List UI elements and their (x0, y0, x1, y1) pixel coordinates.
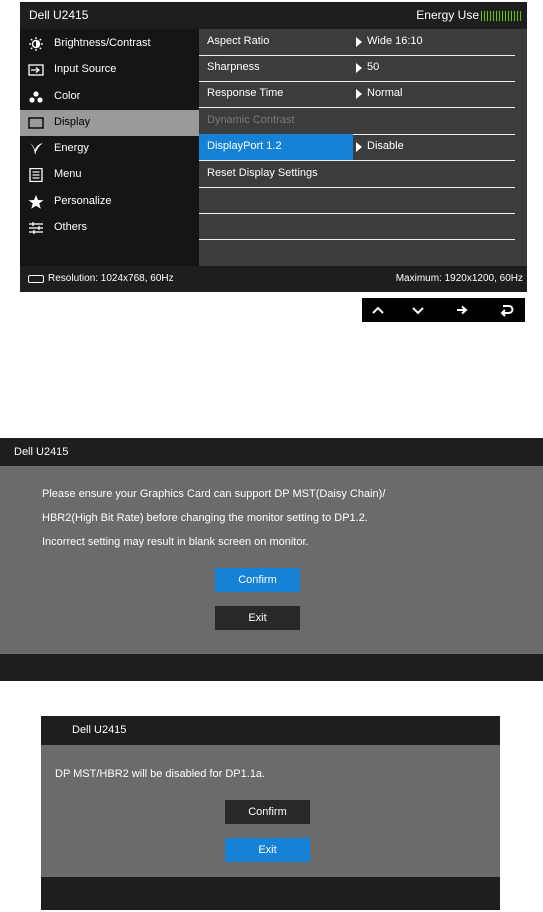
menu-item-label: Others (54, 221, 88, 233)
osd-title: Dell U2415 (29, 8, 89, 22)
menu-item-display[interactable] (20, 110, 199, 136)
menu-item-label: Brightness/Contrast (54, 37, 151, 49)
setting-sharpness[interactable] (199, 55, 515, 82)
menu-item-label: Input Source (54, 63, 117, 75)
exit-button[interactable]: Exit (215, 606, 300, 630)
dp12-warning-dialog (0, 438, 543, 681)
setting-name: DisplayPort 1.2 (207, 140, 282, 152)
setting-name: Aspect Ratio (207, 35, 270, 47)
setting-dynamic-contrast (199, 108, 515, 135)
menu-icon (28, 168, 44, 182)
energy-icon (28, 142, 44, 156)
setting-value: 50 (367, 61, 380, 73)
menu-item-label: Energy (54, 142, 89, 154)
osd-nav-buttons (362, 298, 525, 322)
confirm-button[interactable]: Confirm (215, 568, 300, 592)
dialog-footer (41, 877, 500, 910)
dialog-message-line: Incorrect setting may result in blank screen on monitor. (42, 536, 309, 548)
setting-aspect-ratio[interactable] (199, 29, 515, 56)
menu-item-others[interactable] (20, 215, 199, 241)
osd-menu (20, 2, 527, 292)
setting-response-time[interactable] (199, 81, 515, 108)
setting-value: Wide 16:10 (367, 35, 423, 47)
exit-button[interactable]: Exit (225, 838, 310, 862)
menu-item-label: Display (54, 116, 91, 128)
display-settings-panel (199, 29, 527, 266)
maximum-resolution: Maximum: 1920x1200, 60Hz (395, 273, 523, 284)
energy-use-label: Energy Use (416, 8, 479, 22)
dialog-title-bar (41, 716, 500, 745)
setting-displayport-1-2[interactable] (199, 134, 515, 161)
energy-meter (481, 11, 523, 21)
input-source-icon (28, 63, 44, 77)
up-icon[interactable] (366, 300, 390, 320)
dialog-title: Dell U2415 (72, 724, 127, 736)
menu-item-energy[interactable] (20, 136, 199, 162)
menu-item-label: Menu (54, 168, 82, 180)
dialog-body (41, 745, 500, 877)
dialog-title-bar (0, 438, 543, 466)
star-icon (28, 195, 44, 209)
menu-item-brightness-contrast[interactable] (20, 31, 199, 57)
setting-reset-display[interactable] (199, 161, 515, 188)
confirm-button[interactable]: Confirm (225, 800, 310, 824)
empty-row (199, 213, 515, 240)
menu-item-color[interactable] (20, 84, 199, 110)
down-icon[interactable] (406, 300, 430, 320)
dialog-message-line: HBR2(High Bit Rate) before changing the monitor setting to DP1.2. (42, 512, 368, 524)
osd-main-menu (20, 29, 199, 266)
triangle-right-icon (356, 37, 362, 47)
empty-row (199, 187, 515, 214)
osd-title-bar (20, 2, 527, 29)
brightness-icon (28, 37, 44, 51)
menu-item-menu[interactable] (20, 162, 199, 188)
dialog-message-line: Please ensure your Graphics Card can support DP MST(Daisy Chain)/ (42, 488, 386, 500)
menu-item-label: Color (54, 90, 81, 102)
triangle-right-icon (356, 63, 362, 73)
right-arrow-icon[interactable] (450, 300, 474, 320)
dialog-body (0, 466, 543, 654)
display-icon (28, 116, 44, 130)
dialog-title: Dell U2415 (14, 446, 69, 458)
setting-name: Reset Display Settings (207, 167, 318, 179)
others-icon (28, 221, 44, 235)
back-icon[interactable] (494, 300, 518, 320)
triangle-right-icon (356, 89, 362, 99)
setting-value: Normal (367, 87, 403, 99)
menu-item-input-source[interactable] (20, 57, 199, 83)
dialog-footer (0, 654, 543, 681)
color-icon (28, 90, 44, 104)
dp11a-info-dialog (41, 716, 500, 910)
osd-status-bar (20, 266, 527, 292)
connector-icon (28, 275, 44, 283)
setting-name: Response Time (207, 87, 284, 99)
setting-name: Dynamic Contrast (207, 114, 295, 126)
triangle-right-icon (356, 142, 362, 152)
current-resolution: Resolution: 1024x768, 60Hz (48, 273, 174, 284)
setting-value: Disable (367, 140, 404, 152)
menu-item-label: Personalize (54, 195, 112, 207)
setting-name: Sharpness (207, 61, 260, 73)
dialog-message: DP MST/HBR2 will be disabled for DP1.1a. (55, 768, 266, 780)
menu-item-personalize[interactable] (20, 189, 199, 215)
